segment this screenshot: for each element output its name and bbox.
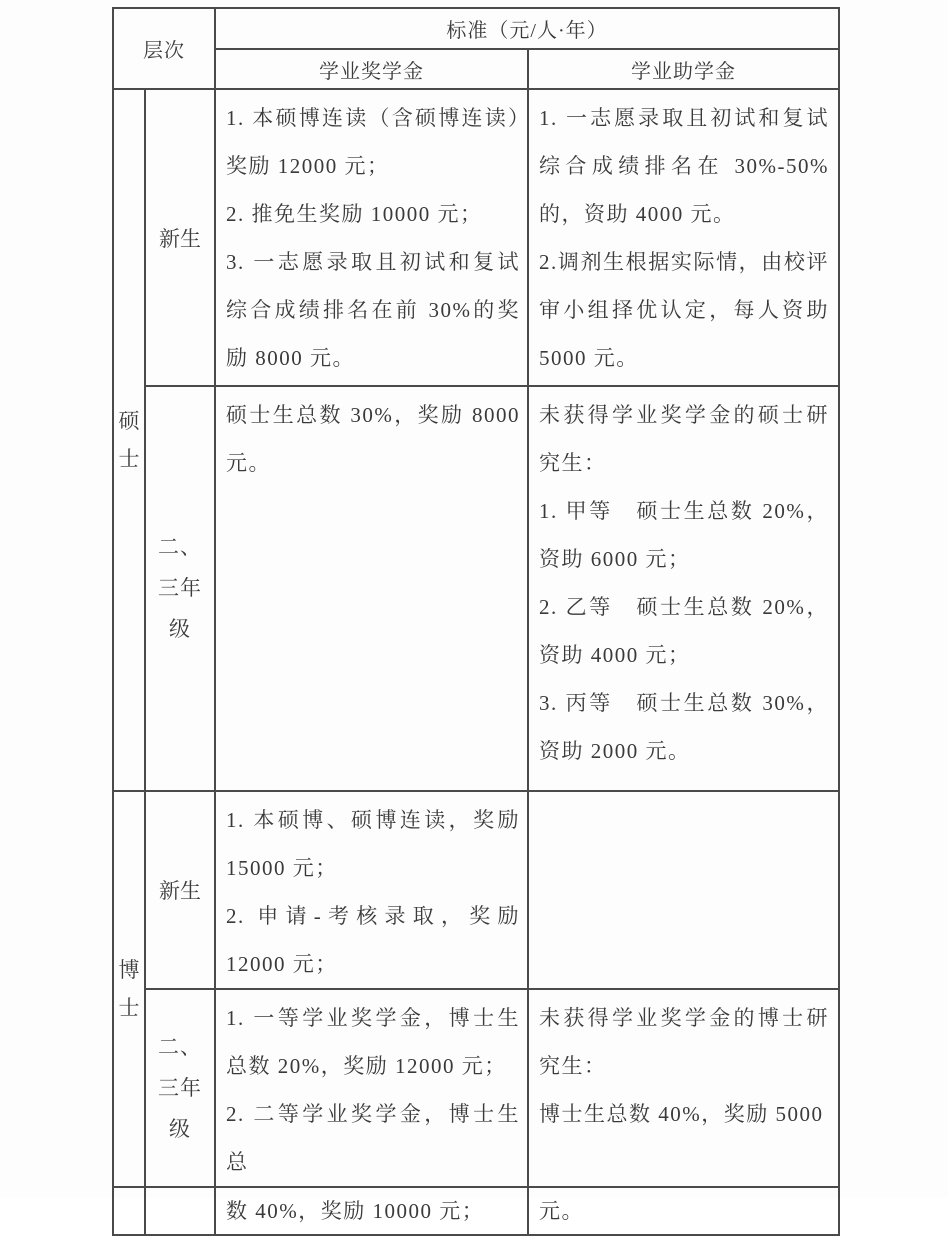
paragraph: 3. 一志愿录取且初试和复试综合成绩排名在前 30%的奖励 8000 元。 [226, 250, 520, 370]
paragraph: 元。 [539, 1199, 584, 1223]
header-level-cell: 层次 [113, 8, 215, 89]
overflow-level-cell-empty [113, 1187, 145, 1235]
header-standard-cell: 标准（元/人·年） [215, 8, 839, 49]
master-freshman-scholarship-cell [215, 89, 528, 386]
master-level-label: 硕士 [118, 409, 140, 471]
scholarship-table [112, 7, 840, 1236]
master-freshman-grant-cell [528, 89, 839, 386]
doctor-level-cell [113, 791, 145, 1187]
doctor-freshman-grant-cell [528, 791, 839, 989]
paragraph: 2. 申请-考核录取，奖励 12000 元； [226, 904, 520, 976]
master-freshman-label-cell [145, 89, 215, 386]
paragraph: 1. 甲等 硕士生总数 20%，资助 6000 元； [539, 499, 829, 571]
paragraph: 数 40%，奖励 10000 元； [226, 1199, 485, 1223]
overflow-scholarship-cell [215, 1187, 528, 1235]
overflow-sub-cell-empty [145, 1187, 215, 1235]
paragraph: 2. 推免生奖励 10000 元； [226, 202, 483, 226]
paragraph: 2.调剂生根据实际情，由校评审小组择优认定，每人资助 5000 元。 [539, 250, 829, 370]
master-level-cell [113, 89, 145, 791]
paragraph: 未获得学业奖学金的硕士研究生： [539, 403, 829, 475]
master-senior-label: 二、三年级 [158, 535, 202, 641]
paragraph: 1. 本硕博连读（含硕博连读）奖励 12000 元； [226, 106, 520, 178]
paragraph: 1. 本硕博、硕博连读，奖励 15000 元； [226, 808, 520, 880]
master-freshman-label: 新生 [159, 226, 201, 251]
paragraph: 1. 一等学业奖学金，博士生总数 20%，奖励 12000 元； [226, 1006, 520, 1078]
doctor-freshman-scholarship-cell [215, 791, 528, 989]
header-grant-cell: 学业助学金 [528, 49, 839, 89]
paragraph: 硕士生总数 30%，奖励 8000 元。 [226, 403, 520, 475]
doctor-senior-label: 二、三年级 [158, 1034, 202, 1141]
doctor-senior-label-cell [145, 989, 215, 1187]
master-senior-grant-cell [528, 386, 839, 791]
paragraph: 2. 二等学业奖学金，博士生总 [226, 1102, 520, 1174]
master-senior-scholarship-cell [215, 386, 528, 791]
doctor-senior-grant-cell [528, 989, 839, 1187]
paragraph: 1. 一志愿录取且初试和复试综合成绩排名在 30%-50%的，资助 4000 元。 [539, 106, 829, 226]
doctor-senior-scholarship-cell [215, 989, 528, 1187]
doctor-freshman-label: 新生 [159, 879, 201, 903]
paragraph: 未获得学业奖学金的博士研究生： [539, 1006, 829, 1078]
paragraph: 3. 丙等 硕士生总数 30%，资助 2000 元。 [539, 691, 829, 763]
doctor-freshman-label-cell [145, 791, 215, 989]
doctor-level-label: 博士 [118, 958, 140, 1020]
header-scholarship-cell: 学业奖学金 [215, 49, 528, 89]
overflow-grant-cell [528, 1187, 839, 1235]
paragraph: 博士生总数 40%，奖励 5000 [539, 1102, 824, 1126]
master-senior-label-cell [145, 386, 215, 791]
paragraph: 2. 乙等 硕士生总数 20%，资助 4000 元； [539, 595, 829, 667]
